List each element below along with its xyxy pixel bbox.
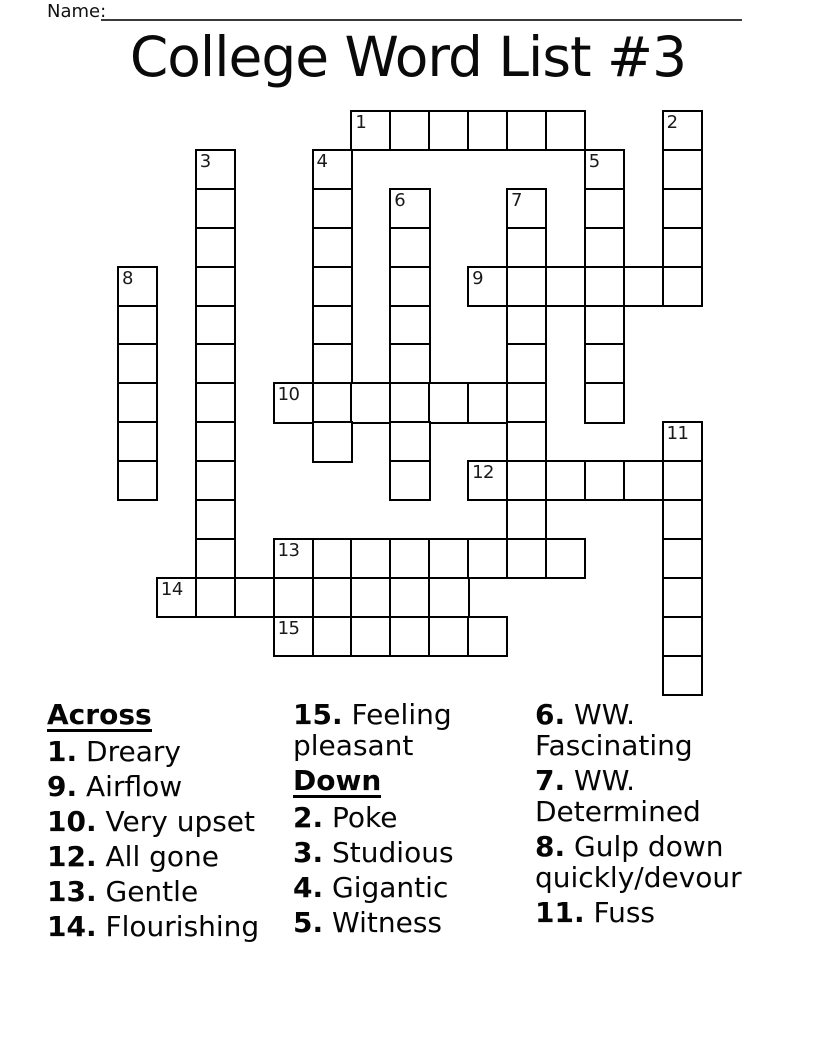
grid-cell[interactable] [506, 538, 547, 579]
cell-number: 5 [588, 150, 600, 172]
clue-text: Gentle [96, 875, 199, 908]
grid-cell[interactable] [662, 266, 703, 307]
grid-cell[interactable] [195, 577, 236, 618]
grid-cell[interactable] [545, 110, 586, 151]
grid-cell[interactable] [195, 149, 236, 190]
clue-column [293, 699, 518, 942]
clue-number: 5. [293, 906, 324, 939]
grid-cell[interactable] [389, 305, 430, 346]
grid-cell[interactable] [195, 499, 236, 540]
clue-number: 2. [293, 801, 324, 834]
grid-cell[interactable] [584, 227, 625, 268]
clue-number: 14. [47, 910, 97, 943]
grid-cell[interactable] [350, 616, 391, 657]
clue-item [535, 897, 763, 928]
grid-cell[interactable] [389, 382, 430, 423]
grid-cell[interactable] [312, 616, 353, 657]
grid-cell[interactable] [117, 460, 158, 501]
clue-item [47, 841, 285, 872]
grid-cell[interactable] [506, 343, 547, 384]
clue-text: Very upset [96, 805, 256, 838]
grid-cell[interactable] [506, 188, 547, 229]
clue-text: Airflow [77, 770, 183, 803]
clue-text: Gulp down quickly/devour [535, 830, 742, 894]
grid-cell[interactable] [662, 227, 703, 268]
clue-item [47, 736, 285, 767]
clue-number: 11. [535, 896, 585, 929]
grid-cell[interactable] [506, 421, 547, 462]
grid-cell[interactable] [389, 421, 430, 462]
clue-number: 9. [47, 770, 78, 803]
clue-item [47, 806, 285, 837]
grid-cell[interactable] [273, 616, 314, 657]
clue-text: WW. Determined [535, 764, 701, 828]
grid-cell[interactable] [389, 227, 430, 268]
clue-item [47, 876, 285, 907]
clue-number: 3. [293, 836, 324, 869]
clue-number: 7. [535, 764, 566, 797]
clue-item [535, 831, 763, 893]
grid-cell[interactable] [428, 577, 469, 618]
grid-cell[interactable] [273, 382, 314, 423]
grid-cell[interactable] [662, 110, 703, 151]
grid-cell[interactable] [467, 616, 508, 657]
grid-cell[interactable] [506, 227, 547, 268]
grid-cell[interactable] [428, 110, 469, 151]
grid-cell[interactable] [428, 538, 469, 579]
grid-cell[interactable] [195, 382, 236, 423]
clue-number: 15. [293, 698, 343, 731]
grid-cell[interactable] [195, 188, 236, 229]
cell-number: 11 [666, 423, 689, 445]
clue-number: 6. [535, 698, 566, 731]
clue-text: Dreary [77, 735, 181, 768]
grid-cell[interactable] [312, 343, 353, 384]
grid-cell[interactable] [584, 149, 625, 190]
cell-number: 1 [355, 112, 367, 133]
cell-number: 8 [122, 267, 133, 289]
cell-number: 12 [472, 462, 494, 484]
clue-text: Feeling pleasant [293, 698, 452, 762]
grid-cell[interactable] [584, 382, 625, 423]
grid-cell[interactable] [350, 538, 391, 579]
grid-cell[interactable] [389, 343, 430, 384]
clue-number: 12. [47, 840, 97, 873]
grid-cell[interactable] [312, 266, 353, 307]
grid-cell[interactable] [117, 266, 158, 307]
grid-cell[interactable] [312, 188, 353, 229]
grid-cell[interactable] [312, 305, 353, 346]
clue-text: Flourishing [96, 910, 260, 943]
grid-cell[interactable] [662, 421, 703, 462]
grid-cell[interactable] [467, 382, 508, 423]
grid-cell[interactable] [312, 538, 353, 579]
grid-cell[interactable] [662, 577, 703, 618]
clue-number: 10. [47, 805, 97, 838]
grid-cell[interactable] [467, 110, 508, 151]
grid-cell[interactable] [662, 188, 703, 229]
clue-number: 1. [47, 735, 78, 768]
grid-cell[interactable] [623, 460, 664, 501]
clue-text: All gone [96, 840, 219, 873]
grid-cell[interactable] [117, 421, 158, 462]
clue-text: Fuss [584, 896, 656, 929]
clue-column [47, 699, 285, 946]
grid-cell[interactable] [195, 343, 236, 384]
grid-cell[interactable] [350, 577, 391, 618]
grid-cell[interactable] [506, 305, 547, 346]
grid-cell[interactable] [117, 343, 158, 384]
grid-cell[interactable] [506, 382, 547, 423]
grid-cell[interactable] [662, 655, 703, 696]
cell-number: 13 [277, 539, 300, 561]
clue-list-heading: Across [47, 698, 152, 731]
clue-item [293, 837, 518, 868]
grid-cell[interactable] [195, 227, 236, 268]
grid-cell[interactable] [662, 149, 703, 190]
grid-cell[interactable] [584, 343, 625, 384]
name-fill-line[interactable] [101, 0, 742, 21]
grid-cell[interactable] [195, 538, 236, 579]
grid-cell[interactable] [506, 266, 547, 307]
grid-cell[interactable] [389, 110, 430, 151]
grid-cell[interactable] [117, 305, 158, 346]
grid-cell[interactable] [506, 110, 547, 151]
grid-cell[interactable] [545, 538, 586, 579]
grid-cell[interactable] [662, 616, 703, 657]
grid-cell[interactable] [545, 266, 586, 307]
clue-item [293, 872, 518, 903]
clue-column [535, 699, 763, 932]
clue-number: 8. [535, 830, 566, 863]
clue-item [47, 911, 285, 942]
clue-item [47, 771, 285, 802]
clue-text: Gigantic [323, 871, 449, 904]
grid-cell[interactable] [273, 538, 314, 579]
grid-cell[interactable] [350, 382, 391, 423]
grid-cell[interactable] [428, 616, 469, 657]
clue-text: WW. Fascinating [535, 698, 693, 762]
clue-text: Poke [323, 801, 398, 834]
cell-number: 10 [277, 384, 300, 406]
cell-number: 2 [666, 112, 678, 133]
puzzle-title: College Word List #3 [129, 25, 687, 89]
clue-item [293, 907, 518, 938]
clue-list-heading: Down [293, 764, 382, 797]
cell-number: 14 [160, 578, 183, 600]
clue-item [293, 699, 518, 761]
grid-cell[interactable] [428, 382, 469, 423]
cell-number: 7 [511, 189, 522, 211]
cell-number: 9 [472, 267, 484, 289]
clue-item [535, 765, 763, 827]
grid-cell[interactable] [506, 499, 547, 540]
clue-item [535, 699, 763, 761]
cell-number: 4 [316, 150, 328, 172]
clue-text: Studious [323, 836, 454, 869]
grid-cell[interactable] [467, 538, 508, 579]
clue-number: 4. [293, 871, 324, 904]
grid-cell[interactable] [389, 460, 430, 501]
grid-cell[interactable] [467, 460, 508, 501]
grid-cell[interactable] [273, 577, 314, 618]
grid-cell[interactable] [662, 499, 703, 540]
grid-cell[interactable] [545, 460, 586, 501]
cell-number: 3 [199, 150, 211, 172]
grid-cell[interactable] [389, 616, 430, 657]
grid-cell[interactable] [662, 460, 703, 501]
grid-cell[interactable] [506, 460, 547, 501]
grid-cell[interactable] [312, 577, 353, 618]
grid-cell[interactable] [623, 266, 664, 307]
grid-cell[interactable] [234, 577, 275, 618]
grid-cell[interactable] [389, 266, 430, 307]
grid-cell[interactable] [312, 382, 353, 423]
grid-cell[interactable] [389, 538, 430, 579]
grid-cell[interactable] [389, 577, 430, 618]
clue-item [293, 802, 518, 833]
grid-cell[interactable] [312, 421, 353, 462]
grid-cell[interactable] [312, 227, 353, 268]
cell-number: 6 [394, 189, 406, 211]
clue-number: 13. [47, 875, 97, 908]
grid-cell[interactable] [195, 460, 236, 501]
grid-cell[interactable] [662, 538, 703, 579]
grid-cell[interactable] [584, 188, 625, 229]
name-label: Name: [47, 1, 107, 22]
grid-cell[interactable] [467, 266, 508, 307]
cell-number: 15 [277, 617, 300, 639]
grid-cell[interactable] [584, 305, 625, 346]
grid-cell[interactable] [117, 382, 158, 423]
grid-cell[interactable] [389, 188, 430, 229]
grid-cell[interactable] [195, 421, 236, 462]
grid-cell[interactable] [312, 149, 353, 190]
grid-cell[interactable] [350, 110, 391, 151]
clue-text: Witness [323, 906, 443, 939]
grid-cell[interactable] [195, 266, 236, 307]
grid-cell[interactable] [584, 266, 625, 307]
grid-cell[interactable] [195, 305, 236, 346]
grid-cell[interactable] [156, 577, 197, 618]
grid-cell[interactable] [584, 460, 625, 501]
